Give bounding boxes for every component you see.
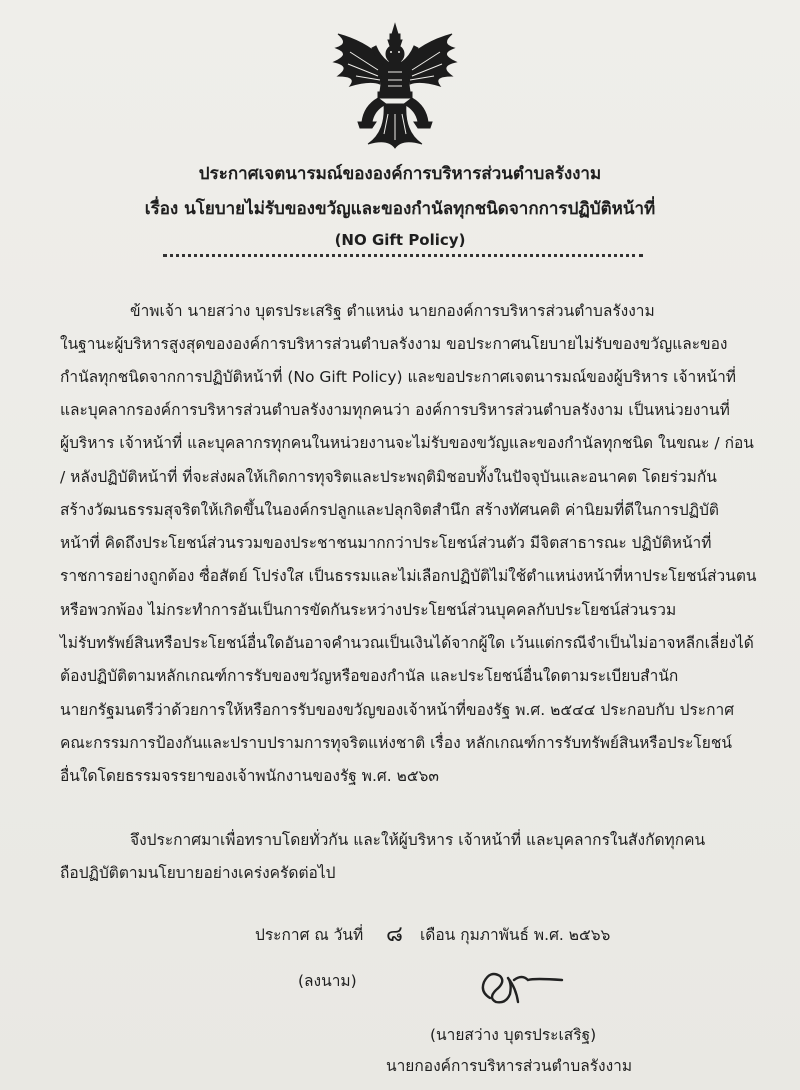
title-line-1: ประกาศเจตนารมณ์ขององค์การบริหารส่วนตำบลรังงาม [198,164,602,184]
garuda-emblem-icon [328,22,462,150]
signer-position: นายกองค์การบริหารส่วนตำบลรังงาม [386,1057,633,1075]
date-day: ๘ [386,922,403,947]
body-line: สร้างวัฒนธรรมสุจริตให้เกิดขึ้นในองค์กรปลูกและปลุกจิตสำนึก สร้างทัศนคติ ค่านิยมที่ดีในการปฏิบัติ [60,501,719,519]
title-line-2: เรื่อง นโยบายไม่รับของขวัญและของกำนัลทุกชนิดจากการปฏิบัติหน้าที่ [144,199,656,219]
body-line: นายกรัฐมนตรีว่าด้วยการให้หรือการรับของขวัญของเจ้าหน้าที่ของรัฐ พ.ศ. ๒๕๔๔ ประกอบกับ ประกาศ [60,701,735,719]
closing-line: จึงประกาศมาเพื่อทราบโดยทั่วกัน และให้ผู้บริหาร เจ้าหน้าที่ และบุคลากรในสังกัดทุกคน [130,831,706,849]
body-line: ข้าพเจ้า นายสว่าง บุตรประเสริฐ ตำแหน่ง นายกองค์การบริหารส่วนตำบลรังงาม [130,302,655,320]
title-line-3: (NO Gift Policy) [334,231,466,249]
signer-name: (นายสว่าง บุตรประเสริฐ) [430,1026,597,1044]
handwritten-signature-icon [466,958,566,1010]
body-line: กำนัลทุกชนิดจากการปฏิบัติหน้าที่ (No Gift Policy) และขอประกาศเจตนารมณ์ของผู้บริหาร เจ้าหน้าที่ [60,368,736,386]
body-line: อื่นใดโดยธรรมจรรยาของเจ้าพนักงานของรัฐ พ.ศ. ๒๕๖๓ [60,767,439,785]
body-line: หรือพวกพ้อง ไม่กระทำการอันเป็นการขัดกันระหว่างประโยชน์ส่วนบุคคลกับประโยชน์ส่วนรวม [60,601,677,619]
body-line: ในฐานะผู้บริหารสูงสุดขององค์การบริหารส่วนตำบลรังงาม ขอประกาศนโยบายไม่รับของขวัญและของ [60,335,728,353]
date-rest: เดือน กุมภาพันธ์ พ.ศ. ๒๕๖๖ [420,926,611,944]
body-line: หน้าที่ คิดถึงประโยชน์ส่วนรวมของประชาชนมากกว่าประโยชน์ส่วนตัว มีจิตสาธารณะ ปฏิบัติหน้าที่ [60,534,712,552]
date-prefix: ประกาศ ณ วันที่ [255,926,364,944]
closing-line: ถือปฏิบัติตามนโยบายอย่างเคร่งครัดต่อไป [60,864,336,882]
body-line: ราชการอย่างถูกต้อง ซื่อสัตย์ โปร่งใส เป็นธรรมและไม่เลือกปฏิบัติไม่ใช้ตำแหน่งหน้าที่หาประโยชน์ส่วนตน [60,567,757,585]
body-line: ผู้บริหาร เจ้าหน้าที่ และบุคลากรทุกคนในหน่วยงานจะไม่รับของขวัญและของกำนัลทุกชนิด ในขณะ / ก่อน [60,434,754,452]
body-line: / หลังปฏิบัติหน้าที่ ที่จะส่งผลให้เกิดการทุจริตและประพฤติมิชอบทั้งในปัจจุบันและอนาคต โดยร่วมกัน [60,468,717,486]
body-line: และบุคลากรองค์การบริหารส่วนตำบลรังงามทุกคนว่า องค์การบริหารส่วนตำบลรังงาม เป็นหน่วยงานที่ [60,401,730,419]
body-line: ต้องปฏิบัติตามหลักเกณฑ์การรับของขวัญหรือของกำนัล และประโยชน์อื่นใดตามระเบียบสำนัก [60,667,679,685]
body-line: คณะกรรมการป้องกันและปราบปรามการทุจริตแห่งชาติ เรื่อง หลักเกณฑ์การรับทรัพย์สินหรือประโยชน์ [60,734,732,752]
dotted-divider [163,254,643,257]
signed-label: (ลงนาม) [298,972,357,990]
body-line: ไม่รับทรัพย์สินหรือประโยชน์อื่นใดอันอาจคำนวณเป็นเงินได้จากผู้ใด เว้นแต่กรณีจำเป็นไม่อาจหลีกเลี่ยงได้ [60,634,754,652]
